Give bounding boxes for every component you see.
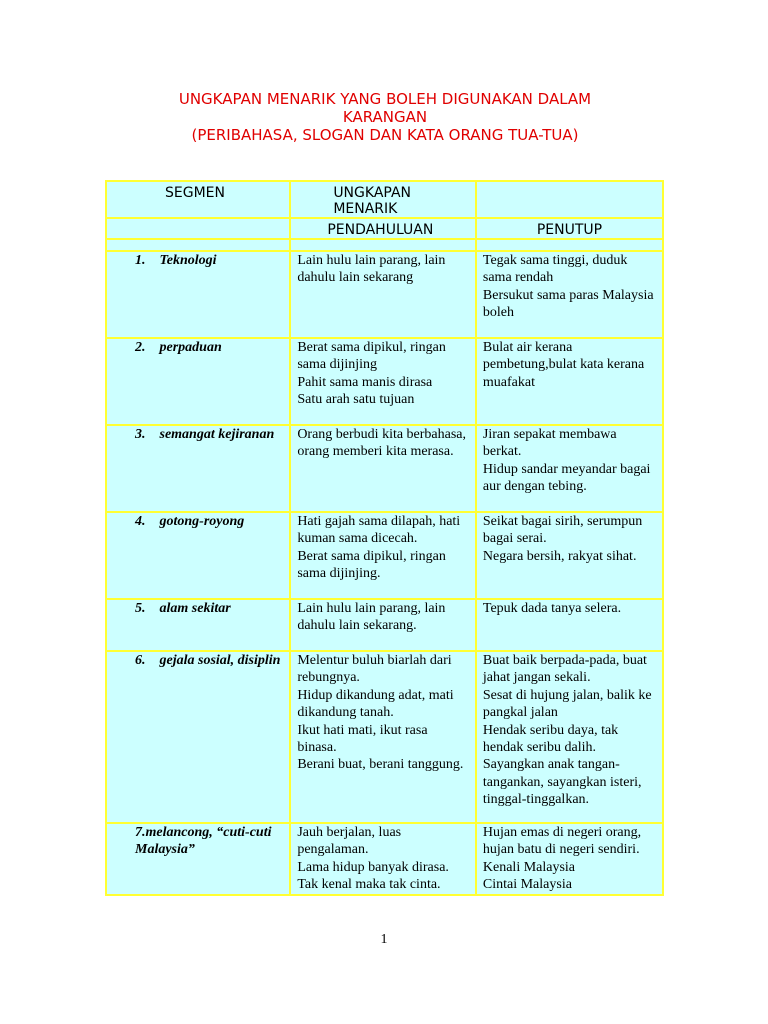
- penutup-phrase: Sayangkan anak tangan-tangankan, sayangkan isteri, tinggal-tinggalkan.: [482, 757, 642, 808]
- penutup-phrase: Tegak sama tinggi, duduk sama rendah: [482, 253, 628, 286]
- penutup-phrase: Seikat bagai sirih, serumpun bagai serai.: [482, 514, 643, 547]
- penutup-phrase: Bersukut sama paras Malaysia boleh: [482, 287, 654, 321]
- penutup-cell: [476, 338, 663, 425]
- document-title: [110, 90, 660, 144]
- header-pendahuluan: PENDAHULUAN: [290, 218, 476, 239]
- penutup-cell: [476, 651, 663, 823]
- header-empty: [476, 181, 663, 218]
- pendahuluan-phrase: Berani buat, berani tanggung.: [297, 757, 464, 773]
- segment-cell: [106, 823, 290, 895]
- pendahuluan-phrase: Hidup dikandung adat, mati dikandung tanah.: [297, 687, 454, 721]
- pendahuluan-phrase: Pahit sama manis dirasa: [297, 374, 433, 390]
- segment-number: 4.: [135, 514, 146, 529]
- pendahuluan-phrase: Lain hulu lain parang, lain dahulu lain sekarang: [297, 253, 446, 286]
- pendahuluan-phrase: Hati gajah sama dilapah, hati kuman sama dicecah.: [297, 514, 461, 547]
- header-row-2: [106, 218, 663, 239]
- segment-number: 1.: [135, 253, 146, 268]
- header-empty-2: [106, 218, 290, 239]
- penutup-phrase: Sesat di hujung jalan, balik ke pangkal jalan: [482, 687, 652, 721]
- pendahuluan-cell: [290, 823, 476, 895]
- segment-label: perpaduan: [159, 340, 222, 355]
- title-line-1: UNGKAPAN MENARIK YANG BOLEH DIGUNAKAN DALAM: [178, 90, 592, 108]
- penutup-phrase: Hidup sandar meyandar bagai aur dengan tebing.: [482, 461, 651, 495]
- pendahuluan-phrase: Orang berbudi kita berbahasa, orang memberi kita merasa.: [297, 427, 467, 460]
- page-number: 1: [380, 932, 388, 947]
- penutup-phrase: Hendak seribu daya, tak hendak seribu dalih.: [482, 722, 619, 756]
- table-row: [106, 512, 663, 599]
- pendahuluan-phrase: Tak kenal maka tak cinta.: [297, 877, 441, 893]
- table-row: [106, 251, 663, 338]
- pendahuluan-phrase: Lain hulu lain parang, lain dahulu lain sekarang.: [297, 601, 446, 634]
- header-segmen: SEGMEN: [106, 181, 290, 218]
- segment-label: semangat kejiranan: [159, 427, 275, 442]
- penutup-cell: [476, 251, 663, 338]
- pendahuluan-phrase: Jauh berjalan, luas pengalaman.: [297, 825, 402, 858]
- title-line-3: (PERIBAHASA, SLOGAN DAN KATA ORANG TUA-TUA): [191, 126, 579, 144]
- pendahuluan-cell: [290, 512, 476, 599]
- penutup-cell: [476, 823, 663, 895]
- pendahuluan-cell: [290, 251, 476, 338]
- segment-label: gejala sosial, disiplin: [159, 653, 281, 668]
- pendahuluan-phrase: Berat sama dipikul, ringan sama dijinjing: [297, 340, 446, 373]
- header-ungkapan-line2: MENARIK: [333, 201, 398, 217]
- segment-cell: [106, 338, 290, 425]
- pendahuluan-cell: [290, 425, 476, 512]
- segment-label: gotong-royong: [159, 514, 245, 529]
- penutup-phrase: Kenali Malaysia: [482, 859, 576, 875]
- pendahuluan-cell: [290, 599, 476, 651]
- table-row: [106, 338, 663, 425]
- segment-label: 7.melancong, “cuti-cuti Malaysia”: [135, 825, 272, 857]
- segment-cell: [106, 651, 290, 823]
- pendahuluan-phrase: Berat sama dipikul, ringan sama dijinjing.: [297, 548, 446, 582]
- pendahuluan-phrase: Ikut hati mati, ikut rasa binasa.: [297, 722, 428, 756]
- table-row: [106, 651, 663, 823]
- penutup-phrase: Negara bersih, rakyat sihat.: [482, 548, 637, 564]
- pendahuluan-phrase: Lama hidup banyak dirasa.: [297, 859, 449, 875]
- penutup-phrase: Hujan emas di negeri orang, hujan batu di negeri sendiri.: [482, 825, 642, 858]
- header-ungkapan-line1: UNGKAPAN: [333, 185, 411, 201]
- table-body: [106, 251, 663, 895]
- penutup-phrase: Tepuk dada tanya selera.: [482, 601, 622, 616]
- segment-label: alam sekitar: [159, 601, 231, 616]
- segment-number: 3.: [135, 427, 146, 442]
- penutup-phrase: Buat baik berpada-pada, buat jahat jangan sekali.: [482, 653, 647, 686]
- table-row: [106, 823, 663, 895]
- header-row-1: [106, 181, 663, 218]
- pendahuluan-phrase: Melentur buluh biarlah dari rebungnya.: [297, 653, 452, 686]
- segment-cell: [106, 251, 290, 338]
- pendahuluan-phrase: Satu arah satu tujuan: [297, 392, 415, 408]
- segment-number: 6.: [135, 653, 146, 668]
- segment-number: 5.: [135, 601, 146, 616]
- segment-cell: [106, 512, 290, 599]
- segment-cell: [106, 425, 290, 512]
- spacer-row: [106, 239, 663, 251]
- header-ungkapan: [290, 181, 476, 218]
- segment-cell: [106, 599, 290, 651]
- table-row: [106, 425, 663, 512]
- penutup-phrase: Jiran sepakat membawa berkat.: [482, 427, 617, 460]
- table-row: [106, 599, 663, 651]
- title-line-2: KARANGAN: [342, 108, 428, 126]
- penutup-phrase: Cintai Malaysia: [482, 877, 572, 893]
- segment-label: Teknologi: [159, 253, 217, 268]
- penutup-cell: [476, 599, 663, 651]
- penutup-cell: [476, 512, 663, 599]
- pendahuluan-cell: [290, 338, 476, 425]
- header-penutup: PENUTUP: [476, 218, 663, 239]
- penutup-cell: [476, 425, 663, 512]
- segment-number: 2.: [135, 340, 146, 355]
- pendahuluan-cell: [290, 651, 476, 823]
- penutup-phrase: Bulat air kerana pembetung,bulat kata kerana muafakat: [482, 340, 645, 390]
- phrases-table: [105, 180, 664, 896]
